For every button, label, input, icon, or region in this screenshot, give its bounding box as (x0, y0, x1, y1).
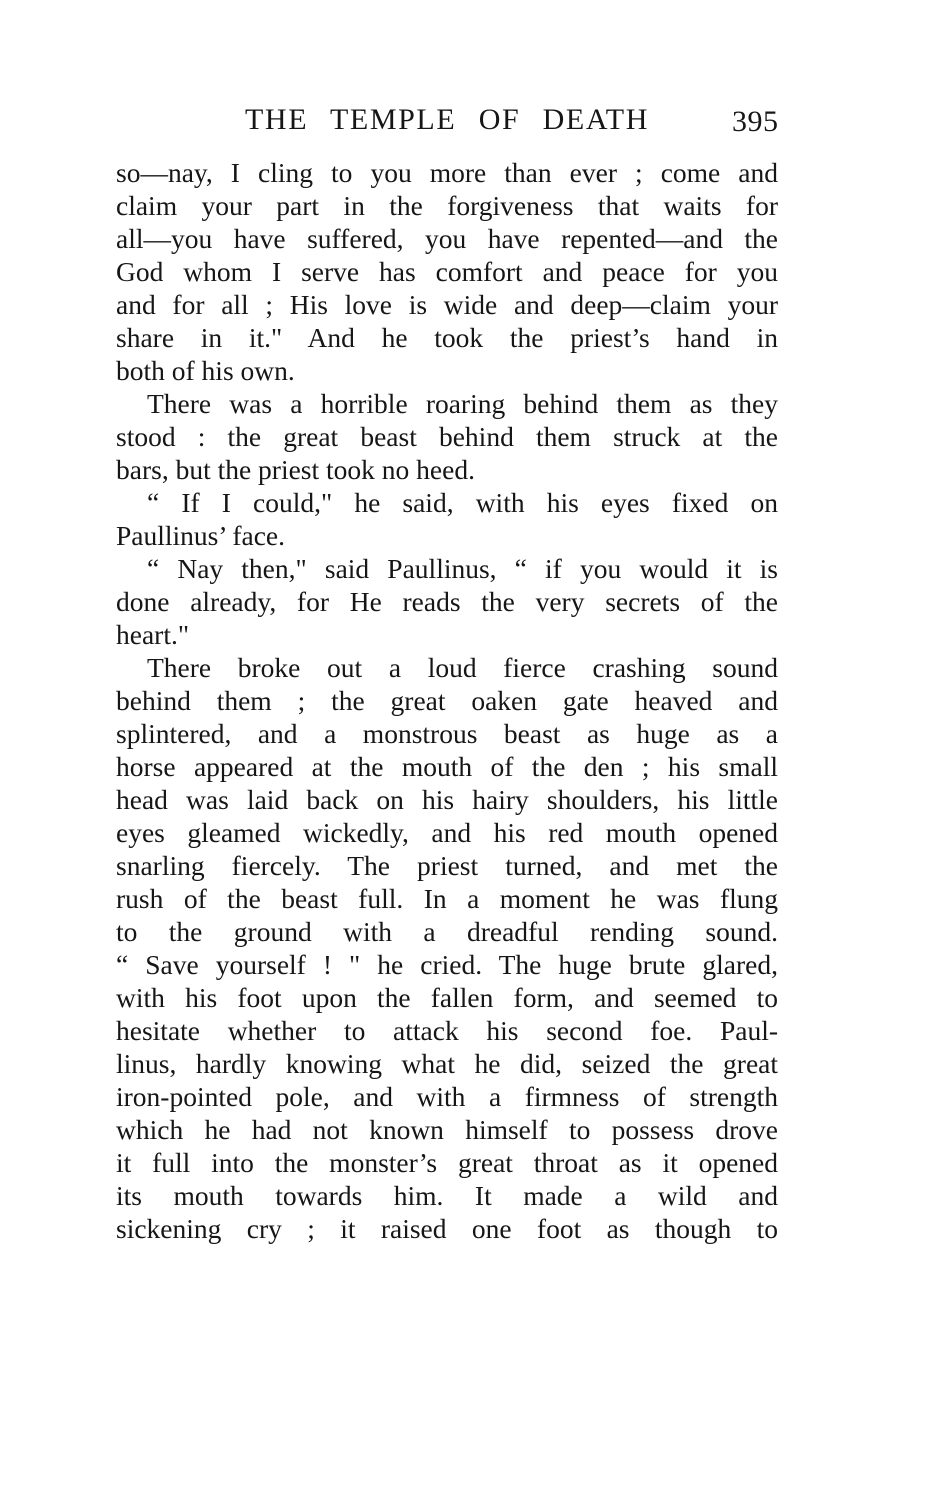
text-line: Paullinus’ face. (116, 520, 286, 551)
text-line: snarling fiercely. The priest turned, and met the (116, 850, 778, 881)
text-line: share in it." And he took the priest’s hand in (116, 322, 778, 353)
text-line: all—you have suffered, you have repented—and the (116, 223, 778, 254)
text-line: There was a horrible roaring behind them as they (147, 388, 778, 419)
text-line: “ If I could," he said, with his eyes fixed on (147, 487, 778, 518)
text-line: with his foot upon the fallen form, and seemed to (116, 982, 778, 1013)
text-line: to the ground with a dreadful rending sound. (116, 916, 778, 947)
running-title: THE TEMPLE OF DEATH (245, 103, 649, 136)
text-line: sickening cry ; it raised one foot as though to (116, 1213, 778, 1244)
text-line: rush of the beast full. In a moment he was flung (116, 883, 778, 914)
text-line: iron-pointed pole, and with a firmness of strength (116, 1081, 778, 1112)
text-line: “ Nay then," said Paullinus, “ if you would it is (147, 553, 778, 584)
body-text (116, 156, 778, 1245)
text-line: horse appeared at the mouth of the den ; his small (116, 751, 778, 782)
text-line: so—nay, I cling to you more than ever ; come and (116, 157, 778, 188)
text-line: both of his own. (116, 355, 295, 386)
text-line: its mouth towards him. It made a wild and (116, 1180, 778, 1211)
text-line: behind them ; the great oaken gate heaved and (116, 685, 778, 716)
text-line: head was laid back on his hairy shoulders, his little (116, 784, 778, 815)
text-line: heart." (116, 619, 190, 650)
text-line: linus, hardly knowing what he did, seized the great (116, 1048, 778, 1079)
text-line: bars, but the priest took no heed. (116, 454, 475, 485)
text-line: stood : the great beast behind them struck at the (116, 421, 778, 452)
text-line: God whom I serve has comfort and peace for you (116, 256, 778, 287)
text-line: There broke out a loud fierce crashing sound (147, 652, 778, 683)
text-line: claim your part in the forgiveness that waits for (116, 190, 778, 221)
text-line: eyes gleamed wickedly, and his red mouth opened (116, 817, 778, 848)
text-line: splintered, and a monstrous beast as huge as a (116, 718, 778, 749)
text-line: and for all ; His love is wide and deep—claim your (116, 289, 778, 320)
page-number: 395 (732, 105, 779, 138)
text-line: done already, for He reads the very secrets of the (116, 586, 778, 617)
text-line: “ Save yourself ! " he cried. The huge brute glared, (116, 949, 778, 980)
text-line: which he had not known himself to possess drove (116, 1114, 778, 1145)
text-line: it full into the monster’s great throat as it opened (116, 1147, 778, 1178)
text-line: hesitate whether to attack his second foe. Paul- (116, 1015, 778, 1046)
